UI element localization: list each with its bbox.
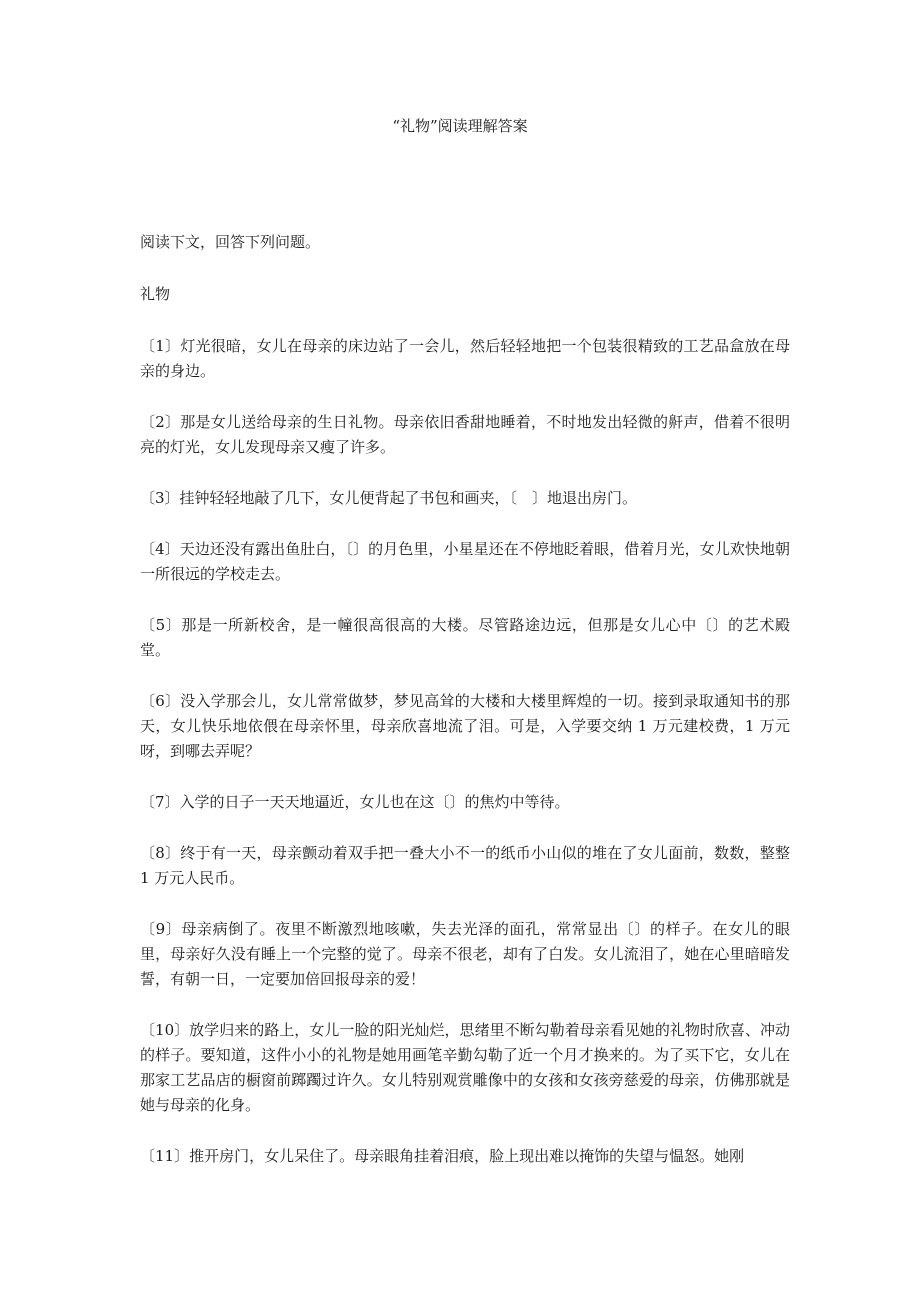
paragraph-2: 〔2〕那是女儿送给母亲的生日礼物。母亲依旧香甜地睡着，不时地发出轻微的鼾声，借着不很明亮的灯光，女儿发现母亲又瘦了许多。 [140,413,790,456]
paragraph-7: 〔7〕入学的日子一天天地逼近，女儿也在这〔〕的焦灼中等待。 [140,793,570,811]
paragraph-10: 〔10〕放学归来的路上，女儿一脸的阳光灿烂，思绪里不断勾勒着母亲看见她的礼物时欣喜、冲动的样子。要知道，这件小小的礼物是她用画笔辛勤勾勒了近一个月才换来的。为了买下它，女儿在那家工艺品店的橱窗前踯躅过许久。女儿特别观赏雕像中的女孩和女孩旁慈爱的母亲，仿佛那就是她与母亲的化身。 [140,1021,790,1114]
paragraph-6: 〔6〕没入学那会儿，女儿常常做梦，梦见高耸的大楼和大楼里辉煌的一切。接到录取通知书的那天，女儿快乐地依偎在母亲怀里，母亲欣喜地流了泪。可是，入学要交纳 1 万元建校费，1 万元呀，到哪去弄呢？ [140,692,790,760]
paragraph-9: 〔9〕母亲病倒了。夜里不断激烈地咳嗽，失去光泽的面孔，常常显出〔〕的样子。在女儿的眼里，母亲好久没有睡上一个完整的觉了。母亲不很老，却有了白发。女儿流泪了，她在心里暗暗发誓，有朝一日，一定要加倍回报母亲的爱！ [140,920,790,988]
document-title: “礼物”阅读理解答案 [392,117,528,135]
paragraph-11: 〔11〕推开房门，女儿呆住了。母亲眼角挂着泪痕，脸上现出难以掩饰的失望与愠怒。她刚 [140,1147,745,1165]
paragraph-3: 〔3〕挂钟轻轻地敲了几下，女儿便背起了书包和画夹，〔 〕地退出房门。 [140,489,638,507]
instruction-text: 阅读下文，回答下列问题。 [140,233,321,251]
story-title: 礼物 [140,285,171,303]
paragraph-8: 〔8〕终于有一天，母亲颤动着双手把一叠大小不一的纸币小山似的堆在了女儿面前，数数，整整 1 万元人民币。 [140,844,795,887]
paragraph-4: 〔4〕天边还没有露出鱼肚白，〔〕的月色里，小星星还在不停地眨着眼，借着月光，女儿欢快地朝一所很远的学校走去。 [140,540,790,583]
paragraph-1: 〔1〕灯光很暗，女儿在母亲的床边站了一会儿，然后轻轻地把一个包装很精致的工艺品盒放在母亲的身边。 [140,337,790,380]
paragraph-5: 〔5〕那是一所新校舍，是一幢很高很高的大楼。尽管路途边远，但那是女儿心中〔〕的艺术殿堂。 [140,616,790,659]
document-body [140,230,795,1195]
